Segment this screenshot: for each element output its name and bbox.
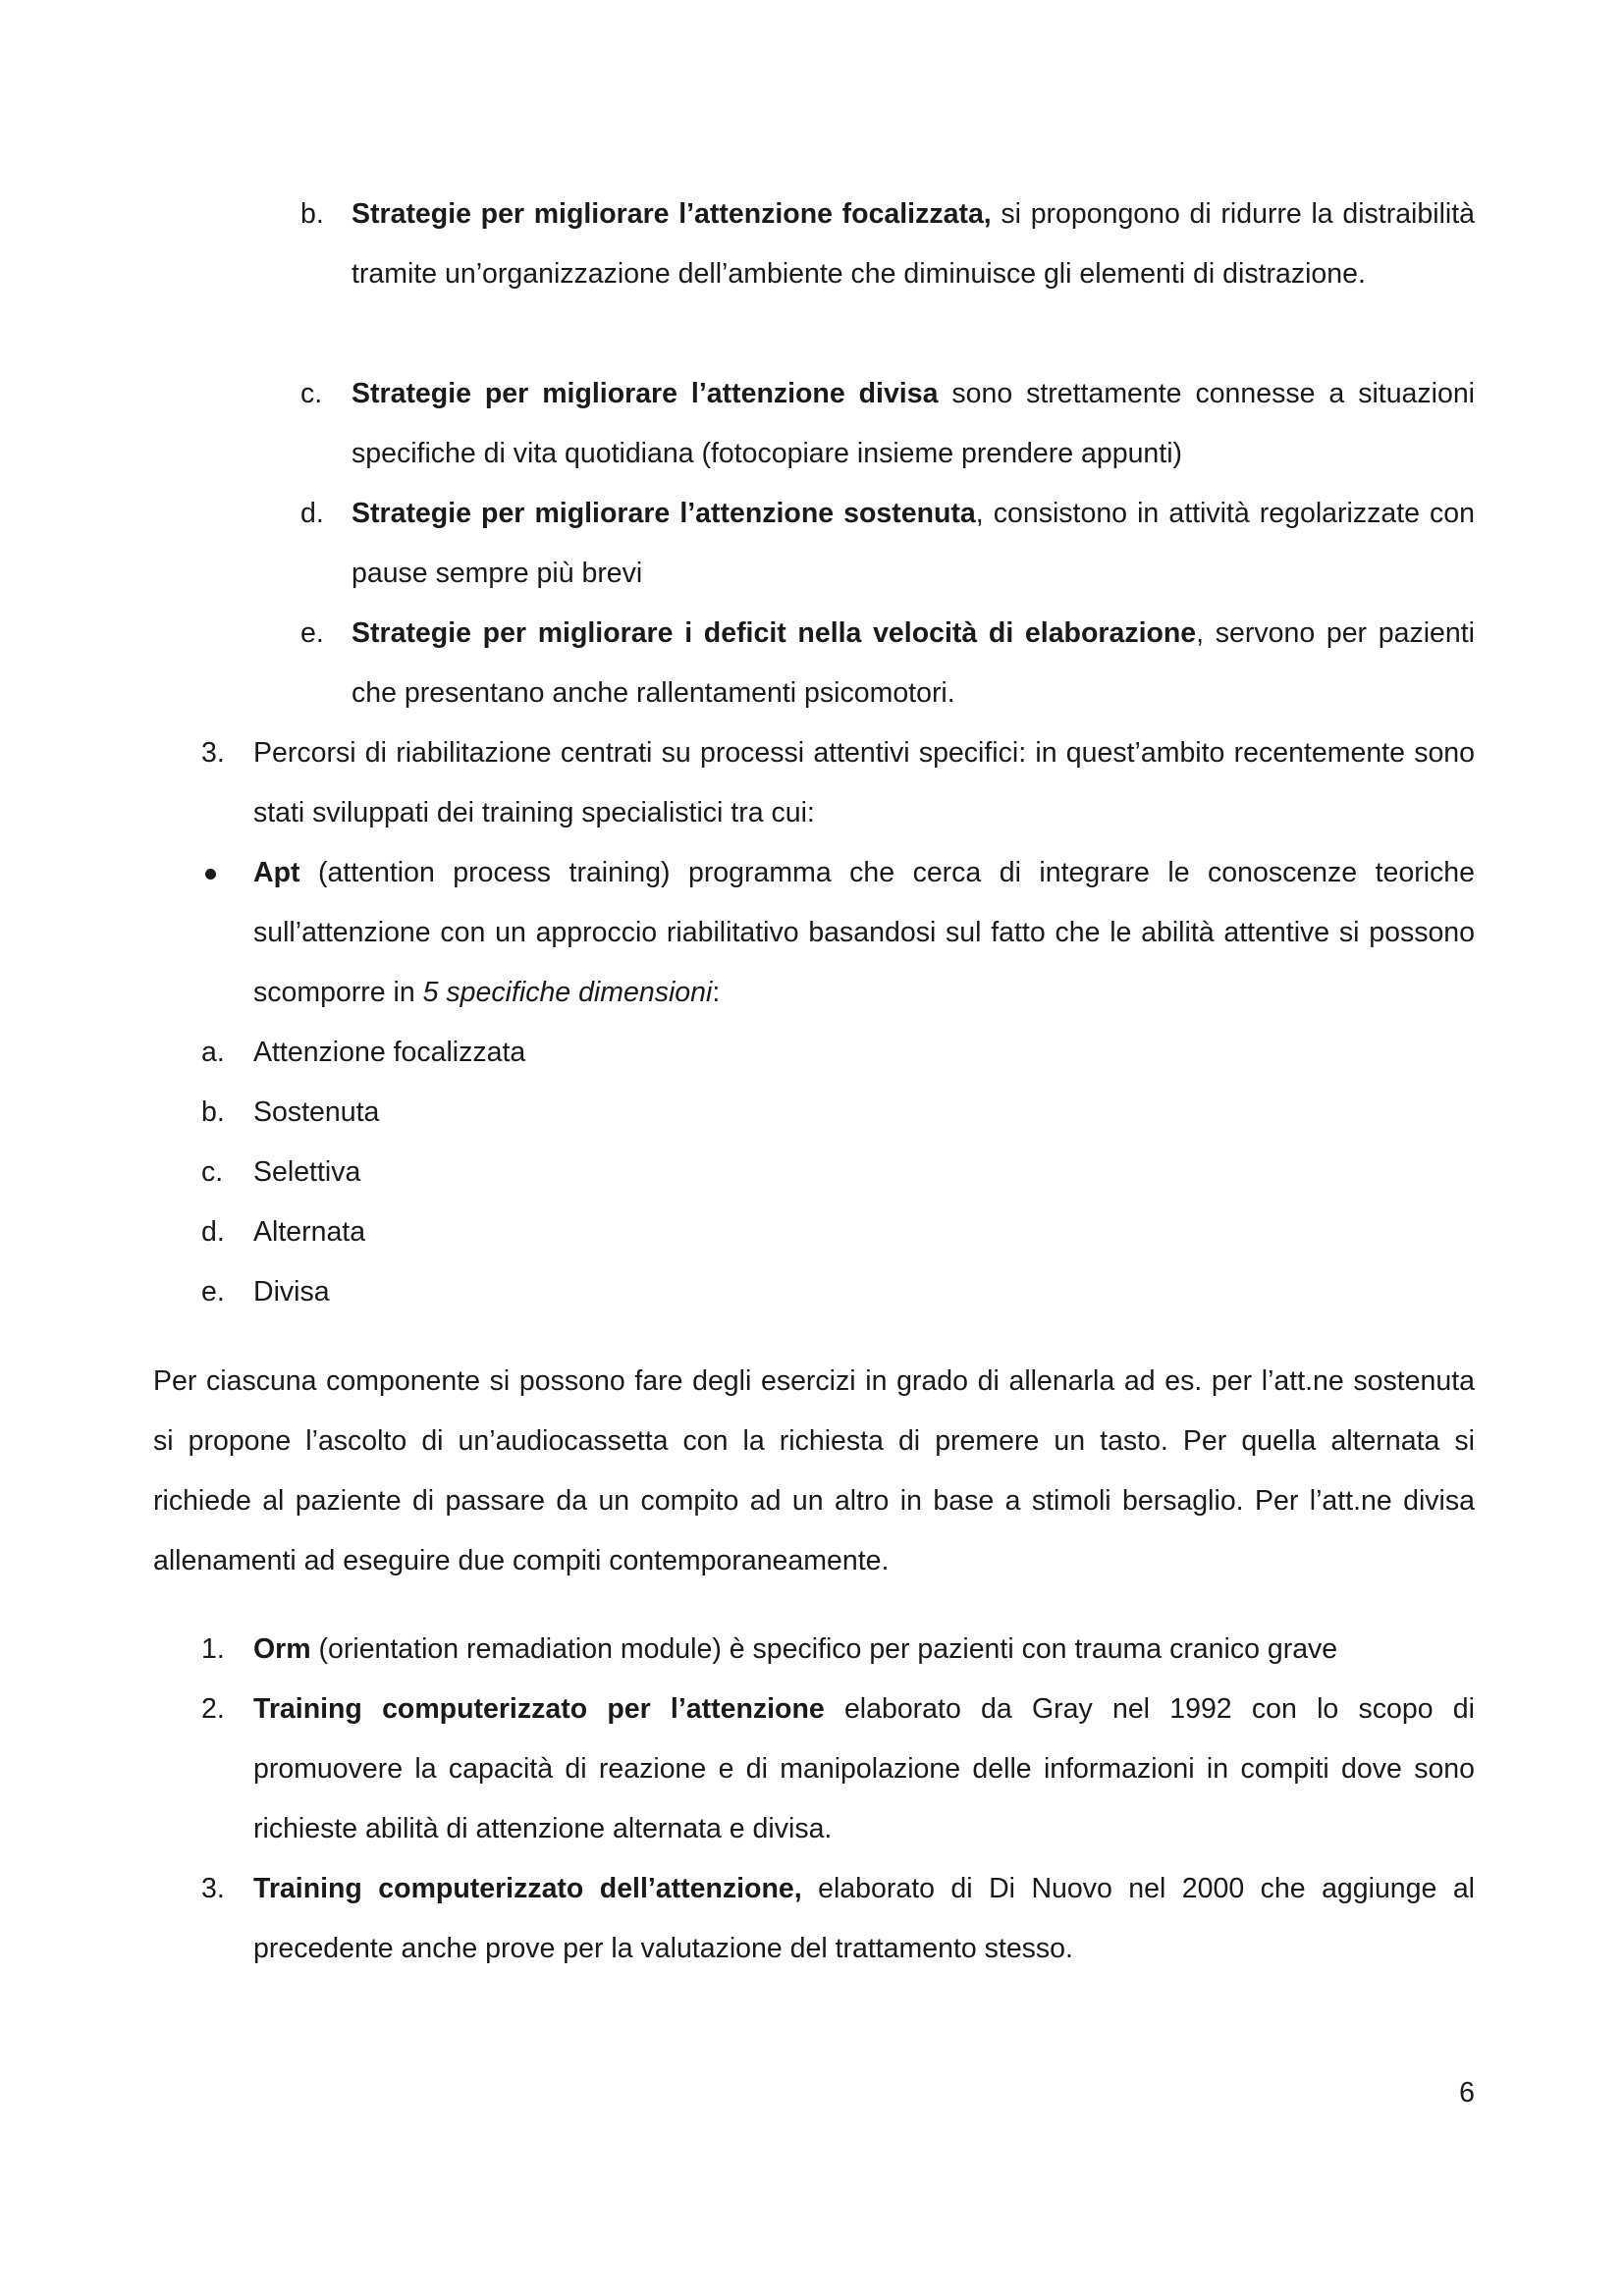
list-item xyxy=(0,484,1624,604)
list-item-text xyxy=(352,364,1475,484)
list-item-body: , consistono in attività regolarizzate con pause sempre più brevi xyxy=(352,498,1475,589)
list-marker: b. xyxy=(300,198,324,230)
list-item-text xyxy=(253,1620,1475,1680)
list-item-text: Divisa xyxy=(253,1276,330,1308)
list-item xyxy=(0,1143,1624,1202)
list-marker: 1. xyxy=(201,1633,225,1665)
list-item-text: Alternata xyxy=(253,1216,366,1248)
list-item xyxy=(0,185,1624,364)
list-item-title: Strategie per migliorare l’attenzione divisa xyxy=(352,378,939,409)
list-item-body: elaborato di Di Nuovo nel 2000 che aggiunge al precedente anche prove per la valutazione del trattamento stesso. xyxy=(253,1873,1476,1964)
list-item xyxy=(0,1202,1624,1262)
list-item-body: elaborato da Gray nel 1992 con lo scopo di promuovere la capacità di reazione e di manipolazione delle informazioni in compiti dove sono richieste abilità di attenzione alternata e divisa. xyxy=(253,1693,1475,1844)
list-item-body: si propongono di ridurre la distraibilità tramite un’organizzazione dell’ambiente che diminuisce gli elementi di distrazione. xyxy=(352,198,1475,290)
list-item xyxy=(0,1680,1624,1859)
list-marker: e. xyxy=(201,1276,225,1308)
bullet-item-emphasis: 5 specifiche dimensioni xyxy=(422,977,713,1008)
list-marker: d. xyxy=(300,498,324,529)
list-item-text xyxy=(352,185,1475,304)
list-item-text xyxy=(352,484,1475,604)
bullet-item xyxy=(0,843,1624,1023)
list-item xyxy=(0,604,1624,723)
list-item-title: Training computerizzato per l’attenzione xyxy=(253,1693,825,1725)
body-paragraph: Per ciascuna componente si possono fare degli esercizi in grado di allenarla ad es. per l’att.ne sostenuta si propone l’ascolto di un’audiocassetta con la richiesta di premere un tasto. Per quella alternata si richiede al paziente di passare da un compito ad un altro in base a stimoli bersaglio. Per l’att.ne divisa allenamenti ad eseguire due compiti contemporaneamente. xyxy=(153,1365,1475,1576)
page-number: 6 xyxy=(1459,2077,1475,2109)
list-item xyxy=(0,723,1624,843)
list-marker: a. xyxy=(201,1037,225,1068)
list-item-text xyxy=(352,604,1475,723)
bullet-item-text xyxy=(253,843,1475,1023)
bullet-icon xyxy=(205,869,216,880)
list-marker: d. xyxy=(201,1216,225,1248)
list-marker: 3. xyxy=(201,1873,225,1904)
list-item-body: sono strettamente connesse a situazioni specifiche di vita quotidiana (fotocopiare insieme prendere appunti) xyxy=(352,378,1476,469)
list-marker: 3. xyxy=(201,737,225,769)
bullet-item-tail: : xyxy=(712,977,721,1008)
list-item xyxy=(0,1023,1624,1083)
list-marker: c. xyxy=(201,1156,224,1188)
list-marker: 2. xyxy=(201,1693,225,1725)
list-item-title: Orm xyxy=(253,1633,311,1665)
list-item-body: , servono per pazienti che presentano anche rallentamenti psicomotori. xyxy=(352,617,1475,709)
list-item-title: Strategie per migliorare l’attenzione sostenuta xyxy=(352,498,976,529)
list-item xyxy=(0,364,1624,484)
list-item xyxy=(0,1859,1624,1979)
list-item-title: Strategie per migliorare i deficit nella velocità di elaborazione xyxy=(352,617,1197,649)
list-item-title: Training computerizzato dell’attenzione, xyxy=(253,1873,802,1904)
list-item-text: Selettiva xyxy=(253,1156,361,1188)
list-marker: c. xyxy=(300,378,323,409)
list-item xyxy=(0,1620,1624,1680)
list-item-text: Percorsi di riabilitazione centrati su processi attentivi specifici: in quest’ambito recentemente sono stati sviluppati dei training specialistici tra cui: xyxy=(253,737,1475,828)
bullet-item-title: Apt xyxy=(253,857,300,888)
list-item xyxy=(0,1083,1624,1143)
list-item-text: Attenzione focalizzata xyxy=(253,1037,526,1068)
list-item-text xyxy=(253,1680,1475,1859)
list-marker: e. xyxy=(300,617,324,649)
list-item-title: Strategie per migliorare l’attenzione focalizzata, xyxy=(352,198,992,230)
list-item-text: Sostenuta xyxy=(253,1096,380,1128)
list-item-text xyxy=(253,1859,1475,1979)
bullet-item-body: (attention process training) programma che cerca di integrare le conoscenze teoriche sull’attenzione con un approccio riabilitativo basandosi sul fatto che le abilità attentive si possono scomporre in xyxy=(253,857,1475,1008)
list-marker: b. xyxy=(201,1096,225,1128)
list-item-body: (orientation remadiation module) è specifico per pazienti con trauma cranico grave xyxy=(310,1633,1338,1665)
list-item xyxy=(0,1262,1624,1322)
